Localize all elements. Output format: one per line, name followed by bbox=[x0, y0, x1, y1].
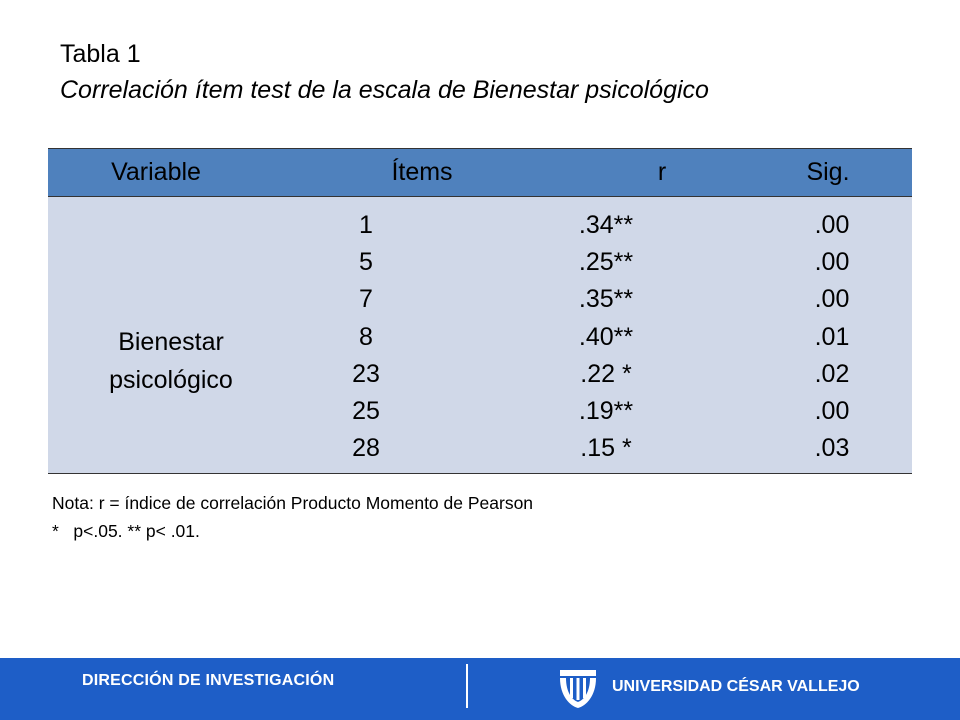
r-cell: .22 * bbox=[580, 359, 632, 388]
correlation-table bbox=[48, 148, 912, 474]
footer-university: UNIVERSIDAD CÉSAR VALLEJO bbox=[612, 678, 860, 695]
header-variable: Variable bbox=[111, 158, 201, 186]
r-cell: .34** bbox=[578, 211, 634, 239]
sig-column bbox=[796, 207, 868, 467]
item-cell: 25 bbox=[352, 396, 380, 425]
header-items: Ítems bbox=[391, 158, 453, 186]
variable-line: psicológico bbox=[109, 366, 233, 394]
r-cell: .19** bbox=[578, 396, 634, 425]
item-cell: 5 bbox=[359, 248, 373, 277]
sig-cell: .03 bbox=[814, 434, 850, 463]
item-cell: 1 bbox=[359, 211, 373, 239]
sig-cell: .00 bbox=[814, 396, 850, 425]
item-cell: 28 bbox=[352, 434, 380, 463]
sig-cell: .01 bbox=[814, 322, 850, 351]
r-column bbox=[538, 207, 674, 467]
r-cell: .15 * bbox=[580, 434, 632, 463]
table-number: Tabla 1 bbox=[60, 40, 141, 68]
sig-cell: .00 bbox=[814, 248, 850, 277]
r-cell: .35** bbox=[578, 285, 634, 314]
variable-line: Bienestar bbox=[118, 328, 224, 356]
footer-bar bbox=[0, 658, 960, 720]
table-caption: Correlación ítem test de la escala de Bienestar psicológico bbox=[60, 76, 709, 104]
note-line: Nota: r = índice de correlación Producto Momento de Pearson bbox=[52, 493, 534, 513]
footer-department: DIRECCIÓN DE INVESTIGACIÓN bbox=[82, 672, 335, 689]
table-note bbox=[52, 489, 533, 545]
header-r: r bbox=[657, 158, 667, 186]
r-cell: .25** bbox=[578, 248, 634, 277]
sig-cell: .00 bbox=[814, 285, 850, 314]
items-column bbox=[318, 207, 414, 467]
title-block bbox=[60, 36, 709, 108]
variable-cell bbox=[48, 323, 294, 399]
item-cell: 8 bbox=[359, 322, 373, 351]
note-line: * p<.05. ** p< .01. bbox=[52, 521, 200, 541]
ucv-logo-icon bbox=[556, 666, 600, 715]
header-sig: Sig. bbox=[806, 158, 850, 186]
footer-divider bbox=[466, 664, 468, 708]
table-header bbox=[48, 149, 912, 197]
sig-cell: .00 bbox=[814, 211, 850, 239]
item-cell: 23 bbox=[352, 359, 380, 388]
item-cell: 7 bbox=[359, 285, 373, 314]
r-cell: .40** bbox=[578, 322, 634, 351]
sig-cell: .02 bbox=[814, 359, 850, 388]
